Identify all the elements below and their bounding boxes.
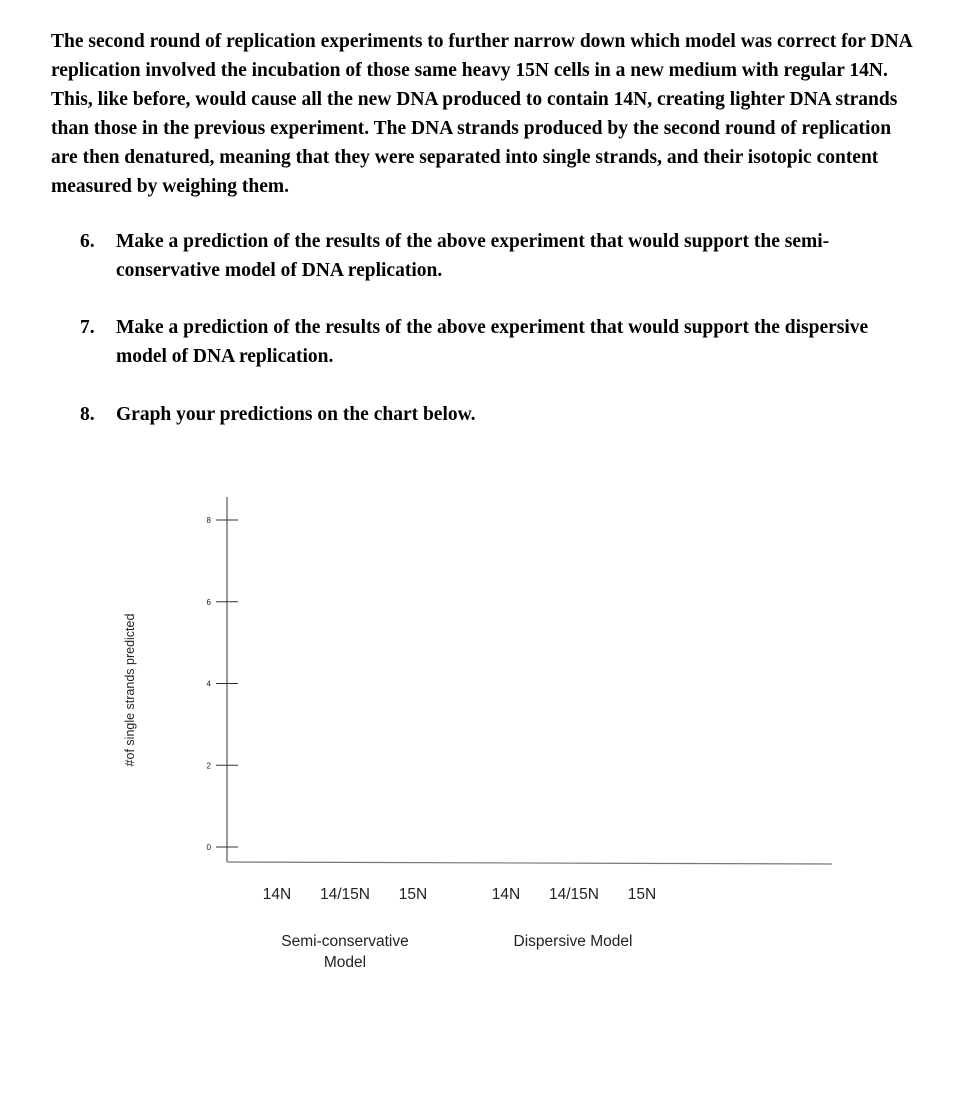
question-number: 7. [80,317,95,338]
y-tick-label: 8 [206,516,211,525]
group-label: Semi-conservative Model [281,933,409,971]
question-text: Graph your predictions on the chart below. [116,404,476,425]
question-number: 8. [80,404,95,425]
x-category-label: 14/15N [549,886,599,903]
y-tick-label: 0 [206,843,211,852]
intro-paragraph: The second round of replication experiments to further narrow down which model was correct for DNA replication involved the incubation of those same heavy 15N cells in a new medium with regular 14N. This, like before, would cause all the new DNA produced to contain 14N, creating lighter DNA strands than those in the previous experiment. The DNA strands produced by the second round of replication are then denatured, meaning that they were separated into single strands, and their isotopic content measured by weighing them. [51,31,912,197]
question-8 [80,400,900,429]
y-tick-label: 2 [206,761,211,771]
question-7 [80,313,900,371]
x-category-label: 14N [491,886,521,903]
y-tick-label: 6 [206,597,211,607]
y-axis-label: #of single strands predicted [123,613,137,767]
x-category-labels [263,886,656,903]
y-ticks [207,516,238,852]
question-text: Make a prediction of the results of the above experiment that would support the dispersive model of DNA replication. [116,317,869,367]
x-category-label: 15N [398,886,428,903]
question-number: 6. [80,231,95,252]
x-category-label: 14N [262,886,292,903]
x-axis-line [227,862,832,864]
group-labels [281,933,632,971]
group-label: Dispersive Model [513,933,633,950]
x-category-label: 14/15N [320,886,370,903]
x-category-label: 15N [627,886,657,903]
question-text: Make a prediction of the results of the above experiment that would support the semi-conservative model of DNA replication. [116,231,830,281]
question-6 [80,227,900,285]
y-tick-label: 4 [206,679,211,689]
